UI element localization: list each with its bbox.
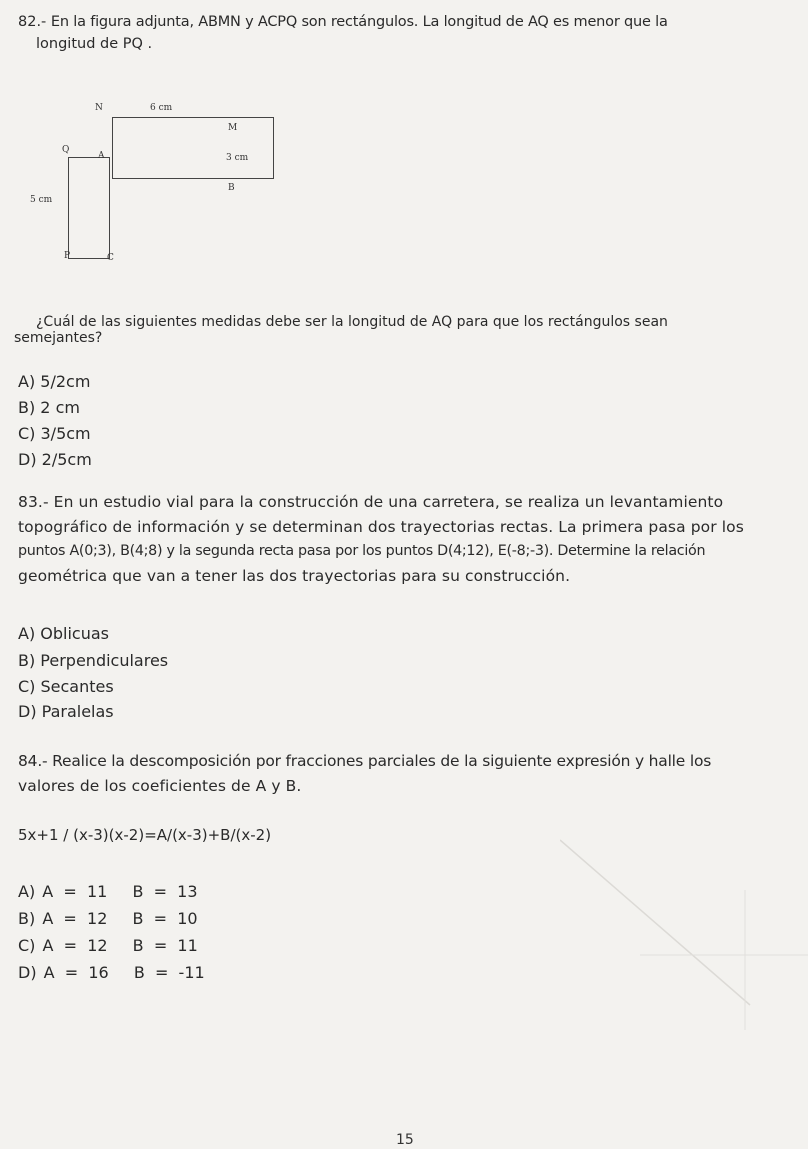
q83-line3: puntos A(0;3), B(4;8) y la segunda recta pasa por los puntos D(4;12), E(-8;-3). Determine la relación bbox=[18, 543, 706, 559]
page-number: 15 bbox=[396, 1132, 414, 1148]
q83-option-c: C) Secantes bbox=[18, 677, 114, 696]
q84-option-a-b: B = 13 bbox=[132, 882, 198, 901]
q83-option-a: A) Oblicuas bbox=[18, 624, 109, 643]
label-p: P bbox=[64, 251, 71, 261]
q82-rectangles-figure bbox=[30, 95, 270, 265]
bleed-through-lines bbox=[560, 830, 808, 1030]
q82-option-d: D) 2/5cm bbox=[18, 450, 92, 469]
q84-option-b-letter: B) bbox=[18, 909, 36, 928]
label-q: Q bbox=[62, 145, 70, 155]
label-b: B bbox=[228, 183, 235, 193]
q84-option-a bbox=[18, 882, 198, 901]
q84-option-c-b: B = 11 bbox=[132, 936, 198, 955]
label-3cm: 3 cm bbox=[226, 153, 249, 163]
q84-option-a-letter: A) bbox=[18, 882, 36, 901]
q82-question-line1: ¿Cuál de las siguientes medidas debe ser la longitud de AQ para que los rectángulos sean bbox=[36, 314, 668, 330]
label-c: C bbox=[107, 253, 114, 263]
label-m: M bbox=[228, 123, 238, 133]
q82-option-b: B) 2 cm bbox=[18, 398, 80, 417]
q84-option-c-a: A = 12 bbox=[42, 936, 108, 955]
q82-text-line1 bbox=[18, 14, 668, 30]
label-a: A bbox=[98, 151, 105, 161]
q84-option-d-letter: D) bbox=[18, 963, 37, 982]
q84-option-b-b: B = 10 bbox=[132, 909, 198, 928]
q84-expression: 5x+1 / (x-3)(x-2)=A/(x-3)+B/(x-2) bbox=[18, 826, 272, 844]
q82-option-a: A) 5/2cm bbox=[18, 372, 91, 391]
q82-option-c: C) 3/5cm bbox=[18, 424, 91, 443]
q84-option-d-b: B = -11 bbox=[133, 963, 205, 982]
label-n: N bbox=[95, 103, 103, 113]
q84-line1: 84.- Realice la descomposición por fracciones parciales de la siguiente expresión y halle los bbox=[18, 752, 712, 770]
rect-abmn bbox=[112, 117, 274, 179]
q84-option-a-a: A = 11 bbox=[42, 882, 108, 901]
q84-option-d bbox=[18, 963, 205, 982]
label-5cm: 5 cm bbox=[30, 195, 53, 205]
q84-option-c-letter: C) bbox=[18, 936, 36, 955]
q84-line2: valores de los coeficientes de A y B. bbox=[18, 777, 302, 795]
q84-option-b bbox=[18, 909, 198, 928]
q83-option-d: D) Paralelas bbox=[18, 702, 114, 721]
q82-prefix: 82.- bbox=[18, 14, 51, 30]
q83-line4: geométrica que van a tener las dos trayectorias para su construcción. bbox=[18, 567, 571, 585]
q82-question-line2: semejantes? bbox=[14, 330, 103, 346]
label-6cm: 6 cm bbox=[150, 103, 173, 113]
q83-line1: 83.- En un estudio vial para la construcción de una carretera, se realiza un levantamiento bbox=[18, 493, 724, 511]
q83-option-b: B) Perpendiculares bbox=[18, 651, 169, 670]
q82-text-line2: longitud de PQ . bbox=[36, 36, 153, 52]
q84-option-b-a: A = 12 bbox=[42, 909, 108, 928]
q82-statement: En la figura adjunta, ABMN y ACPQ son rectángulos. La longitud de AQ es menor que la bbox=[50, 14, 668, 30]
rect-acpq bbox=[68, 157, 110, 259]
q84-option-d-a: A = 16 bbox=[43, 963, 109, 982]
q83-line2: topográfico de información y se determinan dos trayectorias rectas. La primera pasa por los bbox=[18, 518, 744, 536]
q84-option-c bbox=[18, 936, 198, 955]
